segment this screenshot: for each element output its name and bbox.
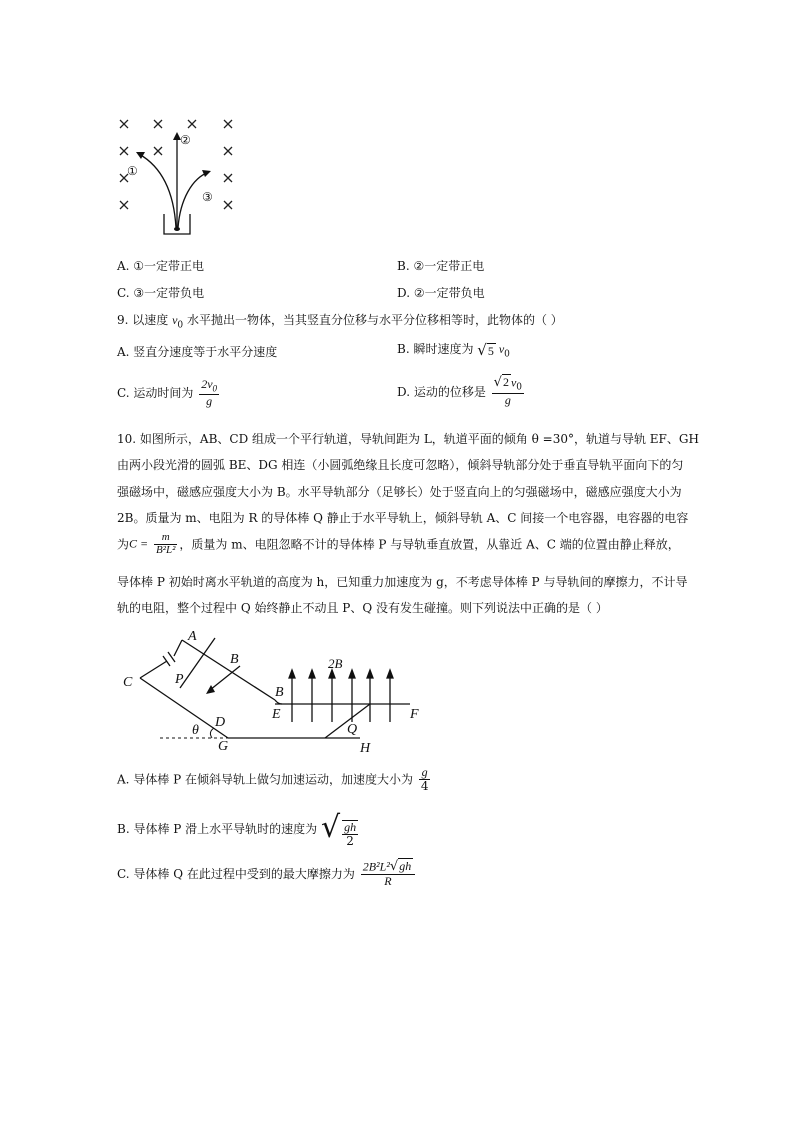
rod-p <box>180 638 215 688</box>
q9-option-d: D. 运动的位移是 $\frac{√2 v_0}{g}$ <box>397 375 523 408</box>
label-B-field: B <box>275 685 284 700</box>
rail-ab <box>182 640 275 700</box>
field-arrow-head <box>349 670 355 678</box>
q9-option-a: A. 竖直分速度等于水平分速度 <box>117 345 278 359</box>
q10-option-c: C. 导体棒 Q 在此过程中受到的最大摩擦力为 $\frac{\text{2B²L²√gh}}{R}$ <box>117 860 417 887</box>
figure-particle-tracks <box>112 112 247 242</box>
label-G: G <box>218 739 229 754</box>
q8-option-b: B. ②一定带正电 <box>397 259 485 273</box>
field-cross <box>120 201 128 209</box>
q10-line-1: 10. 如图所示，AB、CD 组成一个平行轨道，导轨间距为 L，轨道平面的倾角 θ =30°，轨道与导轨 EF、GH <box>117 432 699 446</box>
q8-option-d: D. ②一定带负电 <box>397 286 485 300</box>
label-B: B <box>230 652 239 667</box>
field-cross <box>224 201 232 209</box>
label-track-2: ② <box>180 133 191 147</box>
label-C: C <box>123 675 133 690</box>
q10-line-4: 2B。质量为 m、电阻为 R 的导体棒 Q 静止于水平导轨上，倾斜导轨 A、C 间接一个电容器，电容器的电容 <box>117 511 689 525</box>
q9-option-b: B. 瞬时速度为 √5 $v_0$ <box>397 340 510 360</box>
q10-line-6: 导体棒 P 初始时离水平轨道的高度为 h，已知重力加速度为 g，不考虑导体棒 P 与导轨间的摩擦力，不计导 <box>117 575 688 589</box>
q8-option-a: A. ①一定带正电 <box>117 259 205 273</box>
label-E: E <box>272 707 281 722</box>
label-track-3: ③ <box>202 190 213 204</box>
track-1 <box>139 154 176 228</box>
q10-line-2: 由两小段光滑的圆弧 BE、DG 相连（小圆弧绝缘且长度可忽略），倾斜导轨部分处于垂直导轨平面向下的匀 <box>117 458 684 472</box>
label-P: P <box>175 672 184 687</box>
field-arrow-head <box>329 670 335 678</box>
q10-option-a: A. 导体棒 P 在倾斜导轨上做匀加速运动，加速度大小为 $\frac{g}{4}$ <box>117 765 429 793</box>
label-A: A <box>188 629 197 644</box>
field-arrow-head <box>387 670 393 678</box>
figure-rails <box>120 628 440 758</box>
label-theta: θ <box>192 723 199 738</box>
q10-line-7: 轨的电阻，整个过程中 Q 始终静止不动且 P、Q 没有发生碰撞。则下列说法中正确的是（ ） <box>117 601 608 615</box>
field-cross <box>120 120 128 128</box>
label-D: D <box>215 715 226 730</box>
field-cross <box>224 147 232 155</box>
label-2B: 2B <box>328 656 343 671</box>
field-cross <box>120 147 128 155</box>
field-cross <box>154 120 162 128</box>
q10-option-b: B. 导体棒 P 滑上水平导轨时的速度为 √ $\frac{gh}{2}$ <box>117 810 357 848</box>
field-cross <box>224 120 232 128</box>
label-H: H <box>360 741 371 756</box>
label-track-1: ① <box>127 164 138 178</box>
q10-line-3: 强磁场中，磁感应强度大小为 B。水平导轨部分（足够长）处于竖直向上的匀强磁场中，磁感应强度大小为 <box>117 485 682 499</box>
q9-stem: 9. 以速度 $v_0$ 水平抛出一物体，当其竖直分位移与水平分位移相等时，此物体的（ ） <box>117 313 563 331</box>
label-Q: Q <box>347 722 358 737</box>
field-arrow-head <box>289 670 295 678</box>
label-F: F <box>410 707 419 722</box>
field-cross <box>188 120 196 128</box>
field-cross <box>154 147 162 155</box>
q8-option-c: C. ③一定带负电 <box>117 286 205 300</box>
field-cross <box>224 174 232 182</box>
capacitor <box>163 652 175 666</box>
field-arrow-head <box>309 670 315 678</box>
q9-option-c: C. 运动时间为 $\frac{2v_0}{g}$ <box>117 377 218 408</box>
field-arrow-head <box>367 670 373 678</box>
q10-line-5: 为C = $\frac{m}{\text{B²L²}}$ ，质量为 m、电阻忽略不计的导体棒 P 与导轨垂直放置，从靠近 A、C 端的位置由静止释放， <box>117 531 680 556</box>
